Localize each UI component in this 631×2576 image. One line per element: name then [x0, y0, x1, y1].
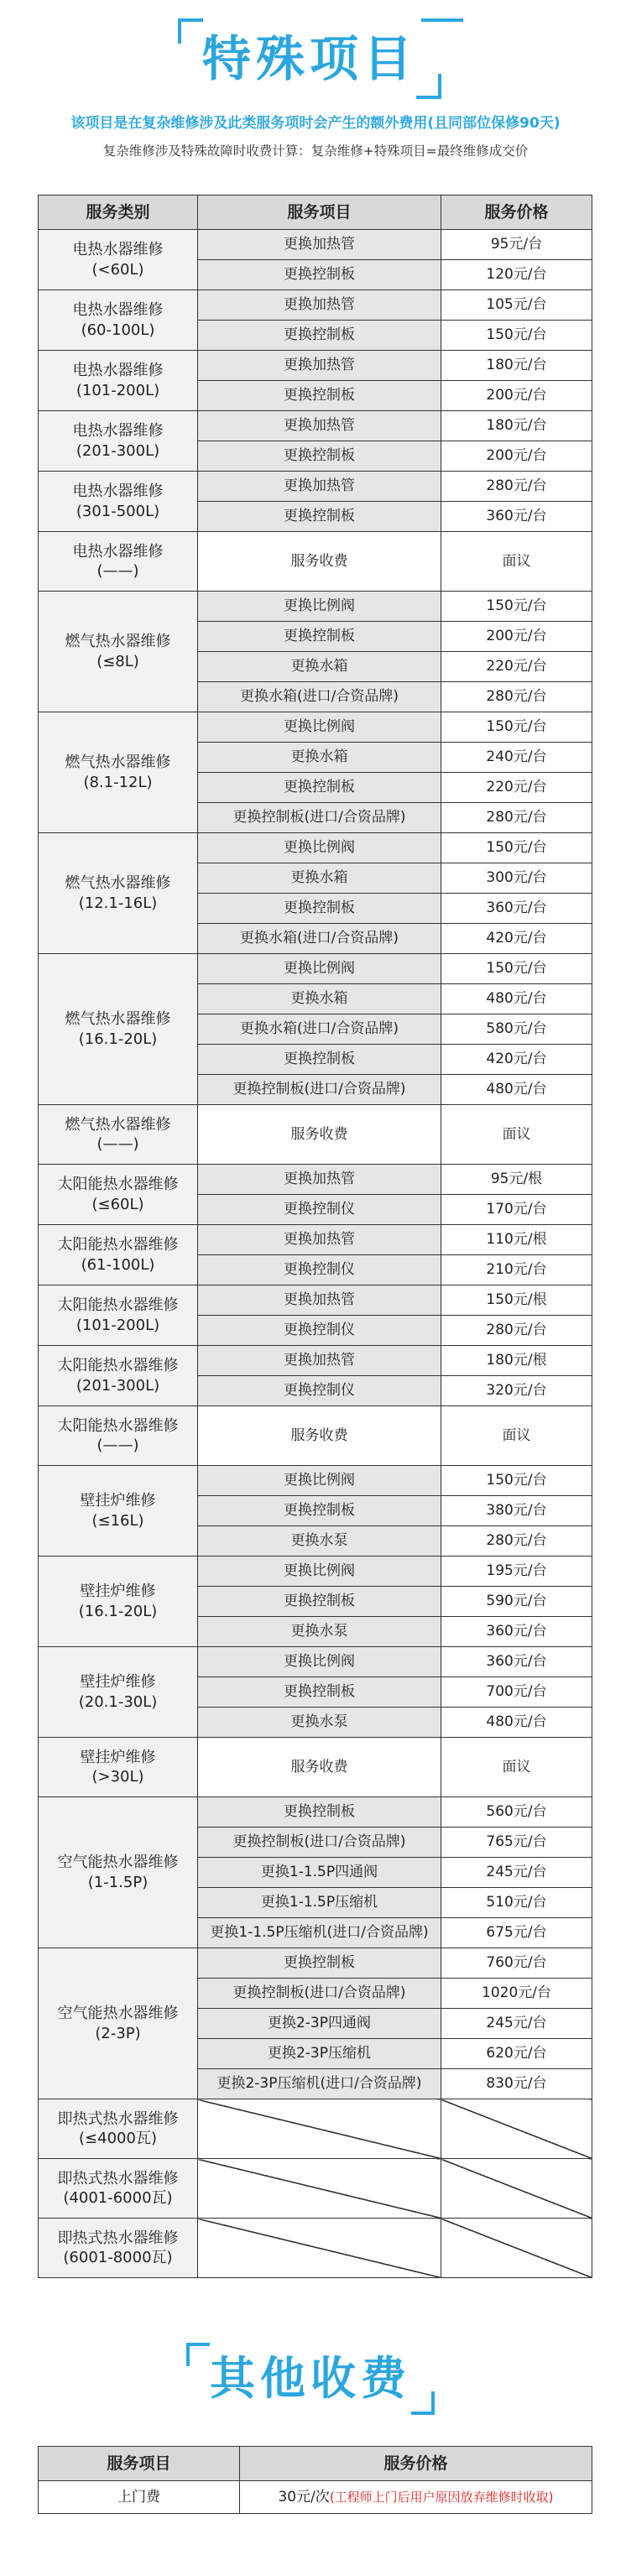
category-line: 太阳能热水器维修: [57, 1357, 179, 1375]
service-item: 更换比例阀: [198, 954, 441, 984]
category-line: (12.1-16L): [78, 894, 158, 912]
category-line: (8.1-12L): [83, 773, 153, 791]
category-line: 电热水器维修: [72, 362, 164, 380]
category-line: 即热式热水器维修: [57, 2229, 179, 2247]
service-item: 更换控制板: [198, 321, 441, 351]
special-items-table: [38, 195, 592, 2278]
service-price: 95元/台: [441, 230, 592, 260]
other-title-section: [0, 2333, 631, 2433]
service-item: 更换加热管: [198, 1346, 441, 1376]
category-line: (16.1-20L): [78, 1602, 158, 1620]
table-row: [39, 833, 592, 863]
service-price: 765元/台: [441, 1828, 592, 1858]
service-item: 更换加热管: [198, 1165, 441, 1195]
other-price-cell: [240, 2481, 592, 2514]
table-row: [39, 1738, 592, 1797]
service-item: 更换控制仪: [198, 1195, 441, 1225]
other-header-row: [39, 2447, 592, 2481]
other-title: 其他收费: [210, 2352, 411, 2405]
service-price: 700元/台: [441, 1677, 592, 1708]
category-cell: [39, 472, 198, 532]
category-line: 壁挂炉维修: [80, 1673, 156, 1692]
service-price: 95元/根: [441, 1165, 592, 1195]
page-title: 特殊项目: [201, 30, 417, 87]
service-price: 280元/台: [441, 1316, 592, 1346]
service-price: 220元/台: [441, 773, 592, 803]
service-price: 195元/台: [441, 1557, 592, 1587]
service-item: 更换1-1.5P压缩机: [198, 1888, 441, 1918]
service-price: 320元/台: [441, 1376, 592, 1406]
category-cell: [39, 411, 198, 472]
other-note: (工程师上门后用户原因放弃维修时收取): [329, 2489, 554, 2505]
table-row: [39, 351, 592, 381]
service-price: 150元/台: [441, 954, 592, 984]
category-line: 即热式热水器维修: [57, 2169, 179, 2188]
category-line: 电热水器维修: [72, 241, 164, 259]
category-cell: [39, 1346, 198, 1406]
category-line: 电热水器维修: [72, 422, 164, 441]
service-price: 480元/台: [441, 1075, 592, 1105]
category-cell: [39, 351, 198, 411]
service-price: 280元/台: [441, 472, 592, 502]
service-price: 200元/台: [441, 381, 592, 411]
service-price: 170元/台: [441, 1195, 592, 1225]
service-price: 150元/台: [441, 833, 592, 863]
service-item: 服务收费: [198, 532, 441, 592]
other-item: 上门费: [39, 2481, 240, 2514]
service-price: 120元/台: [441, 260, 592, 290]
category-cell: [39, 1406, 198, 1466]
empty-item-cell: [198, 2219, 441, 2278]
table-row: [39, 472, 592, 502]
service-item: 更换控制板(进口/合资品牌): [198, 1828, 441, 1858]
service-price: 150元/台: [441, 321, 592, 351]
service-item: 更换水箱(进口/合资品牌): [198, 682, 441, 712]
service-item: 更换控制板: [198, 502, 441, 532]
service-item: 更换控制仪: [198, 1255, 441, 1285]
service-price: 面议: [441, 1738, 592, 1797]
service-item: 服务收费: [198, 1406, 441, 1466]
category-line: (6001-8000瓦): [63, 2249, 173, 2266]
service-item: 更换控制板: [198, 1797, 441, 1828]
category-line: 太阳能热水器维修: [57, 1176, 179, 1194]
service-price: 150元/台: [441, 712, 592, 743]
empty-item-cell: [198, 2159, 441, 2219]
service-item: 更换水泵: [198, 1708, 441, 1738]
category-line: 燃气热水器维修: [65, 754, 171, 772]
service-item: 更换水泵: [198, 1526, 441, 1557]
service-price: 面议: [441, 1105, 592, 1165]
service-price: 280元/台: [441, 803, 592, 833]
other-header-price: 服务价格: [240, 2447, 592, 2481]
service-item: 更换比例阀: [198, 1557, 441, 1587]
service-price: 280元/台: [441, 1526, 592, 1557]
header-price: 服务价格: [441, 196, 592, 230]
service-item: 更换水泵: [198, 1617, 441, 1647]
service-price: 580元/台: [441, 1014, 592, 1045]
table-row: [39, 1797, 592, 1828]
table-row: [39, 2481, 592, 2514]
frame-line: [421, 18, 463, 22]
table-row: [39, 1557, 592, 1587]
service-item: 更换比例阀: [198, 833, 441, 863]
category-cell: [39, 1738, 198, 1797]
other-price: 30元/次: [278, 2488, 330, 2506]
table-header-row: [39, 196, 592, 230]
category-cell: [39, 1797, 198, 1948]
category-cell: [39, 1105, 198, 1165]
service-price: 480元/台: [441, 984, 592, 1014]
table-row: [39, 592, 592, 622]
empty-price-cell: [441, 2099, 592, 2159]
service-price: 1020元/台: [441, 1979, 592, 2009]
category-line: (201-300L): [76, 441, 160, 460]
service-price: 420元/台: [441, 924, 592, 954]
table-row: [39, 712, 592, 743]
category-line: (4001-6000瓦): [63, 2189, 173, 2207]
category-line: 电热水器维修: [72, 482, 164, 501]
service-item: 更换水箱(进口/合资品牌): [198, 1014, 441, 1045]
service-item: 更换控制仪: [198, 1316, 441, 1346]
category-line: 太阳能热水器维修: [57, 1236, 179, 1254]
service-item: 更换比例阀: [198, 712, 441, 743]
service-item: 更换加热管: [198, 230, 441, 260]
category-line: 壁挂炉维修: [80, 1748, 156, 1766]
table-row: [39, 230, 592, 260]
service-price: 620元/台: [441, 2039, 592, 2069]
service-item: 更换水箱: [198, 652, 441, 682]
service-price: 510元/台: [441, 1888, 592, 1918]
category-line: (≤8L): [96, 652, 139, 670]
table-row: [39, 1165, 592, 1195]
service-item: 更换加热管: [198, 290, 441, 321]
category-line: 太阳能热水器维修: [57, 1416, 179, 1435]
category-line: 燃气热水器维修: [65, 633, 171, 651]
category-line: (2-3P): [95, 2024, 141, 2042]
category-line: 即热式热水器维修: [57, 2109, 179, 2128]
category-line: (1-1.5P): [87, 1873, 149, 1891]
category-cell: [39, 1557, 198, 1647]
category-line: 燃气热水器维修: [65, 1010, 171, 1029]
category-line: (——): [96, 1437, 139, 1454]
category-cell: [39, 712, 198, 833]
empty-item-cell: [198, 2099, 441, 2159]
table-row: [39, 1346, 592, 1376]
category-line: (60-100L): [81, 321, 155, 339]
table-row: [39, 1948, 592, 1979]
service-price: 150元/台: [441, 1466, 592, 1496]
category-cell: [39, 2159, 198, 2219]
table-row: [39, 411, 592, 441]
category-line: 壁挂炉维修: [80, 1583, 156, 1601]
service-price: 180元/根: [441, 1346, 592, 1376]
empty-price-cell: [441, 2219, 592, 2278]
table-row: [39, 532, 592, 592]
service-price: 200元/台: [441, 441, 592, 472]
other-fees-table: [38, 2446, 592, 2514]
service-item: 更换加热管: [198, 1225, 441, 1255]
service-price: 380元/台: [441, 1496, 592, 1526]
other-title-frame: [186, 2343, 435, 2415]
service-item: 更换2-3P压缩机: [198, 2039, 441, 2069]
service-item: 更换水箱: [198, 984, 441, 1014]
category-line: (≤16L): [91, 1511, 144, 1530]
service-price: 220元/台: [441, 652, 592, 682]
service-price: 560元/台: [441, 1797, 592, 1828]
service-price: 面议: [441, 532, 592, 592]
service-price: 150元/根: [441, 1285, 592, 1316]
service-item: 更换控制板: [198, 1587, 441, 1617]
header-item: 服务项目: [198, 196, 441, 230]
category-cell: [39, 1165, 198, 1225]
service-item: 更换加热管: [198, 1285, 441, 1316]
table-row: [39, 2099, 592, 2159]
service-item: 更换比例阀: [198, 1647, 441, 1677]
formula-text: 复杂维修涉及特殊故障时收费计算：复杂维修+特殊项目=最终维修成交价: [102, 143, 529, 159]
category-cell: [39, 1225, 198, 1285]
category-line: (201-300L): [76, 1376, 160, 1395]
service-price: 760元/台: [441, 1948, 592, 1979]
service-price: 360元/台: [441, 1647, 592, 1677]
service-price: 590元/台: [441, 1587, 592, 1617]
category-line: (20.1-30L): [78, 1692, 158, 1711]
table-body: [39, 230, 592, 2278]
service-item: 更换控制板: [198, 1496, 441, 1526]
service-item: 更换控制板: [198, 894, 441, 924]
service-item: 更换控制板: [198, 381, 441, 411]
category-cell: [39, 1285, 198, 1346]
service-item: 更换比例阀: [198, 1466, 441, 1496]
service-item: 更换加热管: [198, 351, 441, 381]
service-price: 830元/台: [441, 2069, 592, 2099]
service-item: 更换控制板: [198, 1045, 441, 1075]
service-price: 105元/台: [441, 290, 592, 321]
table-row: [39, 290, 592, 321]
service-price: 360元/台: [441, 502, 592, 532]
service-price: 360元/台: [441, 1617, 592, 1647]
category-cell: [39, 2219, 198, 2278]
header-category: 服务类别: [39, 196, 198, 230]
table-row: [39, 1285, 592, 1316]
service-item: 更换控制板: [198, 1948, 441, 1979]
category-line: 空气能热水器维修: [57, 1854, 179, 1872]
service-item: 更换控制板: [198, 622, 441, 652]
service-item: 更换控制板(进口/合资品牌): [198, 1075, 441, 1105]
category-line: (<60L): [91, 260, 144, 279]
service-price: 675元/台: [441, 1918, 592, 1948]
category-line: 电热水器维修: [72, 542, 164, 561]
category-line: 空气能热水器维修: [57, 2005, 179, 2023]
category-line: 电热水器维修: [72, 301, 164, 320]
category-line: (61-100L): [81, 1255, 155, 1274]
other-header-item: 服务项目: [39, 2447, 240, 2481]
service-price: 360元/台: [441, 894, 592, 924]
service-item: 更换1-1.5P四通阀: [198, 1858, 441, 1888]
category-line: (301-500L): [76, 502, 160, 520]
category-cell: [39, 954, 198, 1105]
category-line: (——): [96, 562, 139, 580]
category-cell: [39, 1466, 198, 1557]
service-item: 更换水箱(进口/合资品牌): [198, 924, 441, 954]
service-item: 更换控制板(进口/合资品牌): [198, 803, 441, 833]
table-row: [39, 1225, 592, 1255]
category-cell: [39, 1647, 198, 1738]
category-line: 太阳能热水器维修: [57, 1296, 179, 1315]
table-row: [39, 1647, 592, 1677]
category-line: 壁挂炉维修: [80, 1492, 156, 1510]
service-price: 420元/台: [441, 1045, 592, 1075]
category-cell: [39, 290, 198, 351]
service-price: 240元/台: [441, 743, 592, 773]
table-row: [39, 954, 592, 984]
service-price: 150元/台: [441, 592, 592, 622]
table-row: [39, 1406, 592, 1466]
category-line: (>30L): [91, 1768, 144, 1786]
service-item: 更换控制板(进口/合资品牌): [198, 1979, 441, 2009]
service-price: 面议: [441, 1406, 592, 1466]
service-price: 300元/台: [441, 863, 592, 894]
category-line: 燃气热水器维修: [65, 1115, 171, 1134]
service-item: 更换2-3P四通阀: [198, 2009, 441, 2039]
table-row: [39, 1466, 592, 1496]
service-item: 更换2-3P压缩机(进口/合资品牌): [198, 2069, 441, 2099]
service-item: 更换控制板: [198, 441, 441, 472]
category-cell: [39, 1948, 198, 2099]
service-item: 更换水箱: [198, 863, 441, 894]
category-line: (101-200L): [76, 1316, 160, 1334]
category-cell: [39, 592, 198, 712]
category-cell: [39, 532, 198, 592]
service-item: 服务收费: [198, 1105, 441, 1165]
service-item: 更换比例阀: [198, 592, 441, 622]
title-frame: [178, 18, 441, 99]
service-item: 更换加热管: [198, 472, 441, 502]
notice-text: 该项目是在复杂维修涉及此类服务项时会产生的额外费用(且同部位保修90天): [70, 115, 561, 132]
service-item: 更换1-1.5P压缩机(进口/合资品牌): [198, 1918, 441, 1948]
service-item: 更换加热管: [198, 411, 441, 441]
service-item: 更换控制仪: [198, 1376, 441, 1406]
category-line: 燃气热水器维修: [65, 874, 171, 893]
service-item: 服务收费: [198, 1738, 441, 1797]
category-cell: [39, 2099, 198, 2159]
service-item: 更换控制板: [198, 1677, 441, 1708]
service-price: 110元/根: [441, 1225, 592, 1255]
service-item: 更换控制板: [198, 260, 441, 290]
service-price: 210元/台: [441, 1255, 592, 1285]
service-item: 更换水箱: [198, 743, 441, 773]
category-cell: [39, 230, 198, 290]
category-line: (16.1-20L): [78, 1030, 158, 1048]
service-price: 480元/台: [441, 1708, 592, 1738]
category-line: (——): [96, 1135, 139, 1153]
table-row: [39, 2219, 592, 2278]
category-cell: [39, 833, 198, 954]
service-price: 280元/台: [441, 682, 592, 712]
service-price: 245元/台: [441, 1858, 592, 1888]
service-price: 180元/台: [441, 411, 592, 441]
category-line: (≤4000瓦): [79, 2130, 157, 2147]
service-price: 200元/台: [441, 622, 592, 652]
table-row: [39, 2159, 592, 2219]
service-price: 180元/台: [441, 351, 592, 381]
category-line: (101-200L): [76, 381, 160, 399]
title-section: [0, 0, 631, 101]
table-row: [39, 1105, 592, 1165]
service-item: 更换控制板: [198, 773, 441, 803]
category-line: (≤60L): [91, 1195, 144, 1213]
service-price: 245元/台: [441, 2009, 592, 2039]
empty-price-cell: [441, 2159, 592, 2219]
